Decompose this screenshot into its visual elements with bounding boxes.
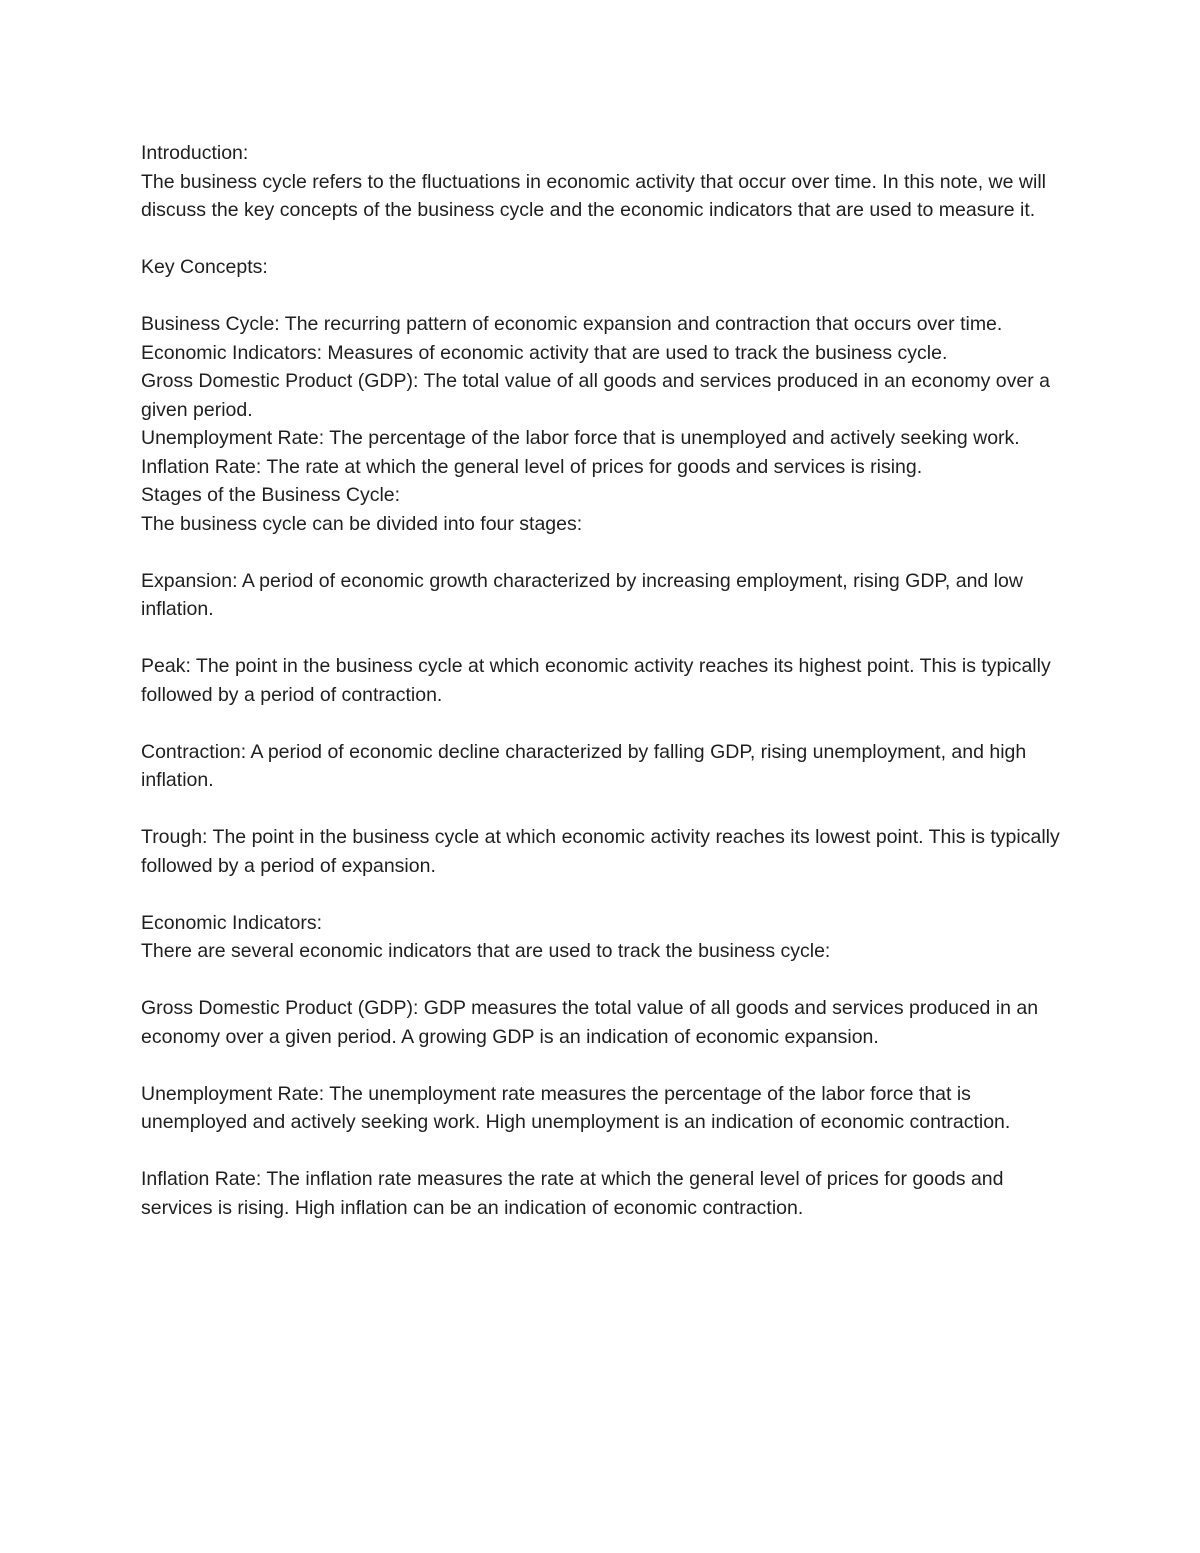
- spacer: [141, 624, 1071, 653]
- stage-expansion: Expansion: A period of economic growth characterized by increasing employment, rising GDP, and low inflation.: [141, 569, 1023, 620]
- indicator-gdp: Gross Domestic Product (GDP): GDP measures the total value of all goods and services produced in an economy over a given period. A growing GDP is an indication of economic expansion.: [141, 997, 1039, 1048]
- intro-paragraph: The business cycle refers to the fluctuations in economic activity that occur over time. In this note, we will discuss the key concepts of the business cycle and the economic indicators that are used to measure it.: [141, 170, 1046, 221]
- spacer: [141, 709, 1071, 738]
- spacer: [141, 538, 1071, 567]
- indicator-inflation-rate: Inflation Rate: The inflation rate measures the rate at which the general level of prices for goods and services is rising. High inflation can be an indication of economic contraction.: [141, 1168, 1004, 1219]
- spacer: [141, 880, 1071, 909]
- stage-trough: Trough: The point in the business cycle at which economic activity reaches its lowest point. This is typically followed by a period of expansion.: [141, 826, 1060, 877]
- spacer: [141, 1051, 1071, 1080]
- spacer: [141, 966, 1071, 995]
- stages-intro: The business cycle can be divided into four stages:: [141, 512, 583, 535]
- document-page: [141, 139, 1071, 1222]
- key-concepts-heading: Key Concepts:: [141, 256, 268, 278]
- spacer: [141, 1137, 1071, 1166]
- indicators-heading: Economic Indicators:: [141, 911, 322, 934]
- stage-peak: Peak: The point in the business cycle at which economic activity reaches its highest point. This is typically followed by a period of contraction.: [141, 655, 1051, 706]
- concept-economic-indicators: Economic Indicators: Measures of economic activity that are used to track the business cycle.: [141, 341, 948, 364]
- concept-unemployment-rate: Unemployment Rate: The percentage of the labor force that is unemployed and actively seeking work.: [141, 427, 1020, 449]
- concept-gdp: Gross Domestic Product (GDP): The total value of all goods and services produced in an economy over a given period.: [141, 370, 1050, 421]
- spacer: [141, 795, 1071, 824]
- intro-heading: Introduction:: [141, 142, 249, 164]
- concept-business-cycle: Business Cycle: The recurring pattern of economic expansion and contraction that occurs over time.: [141, 313, 1003, 335]
- stages-heading: Stages of the Business Cycle:: [141, 484, 401, 506]
- spacer: [141, 282, 1071, 311]
- spacer: [141, 225, 1071, 254]
- indicators-intro: There are several economic indicators that are used to track the business cycle:: [141, 940, 831, 962]
- concept-inflation-rate: Inflation Rate: The rate at which the general level of prices for goods and services is rising.: [141, 455, 923, 478]
- stage-contraction: Contraction: A period of economic decline characterized by falling GDP, rising unemployment, and high inflation.: [141, 740, 1027, 791]
- indicator-unemployment-rate: Unemployment Rate: The unemployment rate measures the percentage of the labor force that is unemployed and actively seeking work. High unemployment is an indication of economic contraction.: [141, 1082, 1011, 1133]
